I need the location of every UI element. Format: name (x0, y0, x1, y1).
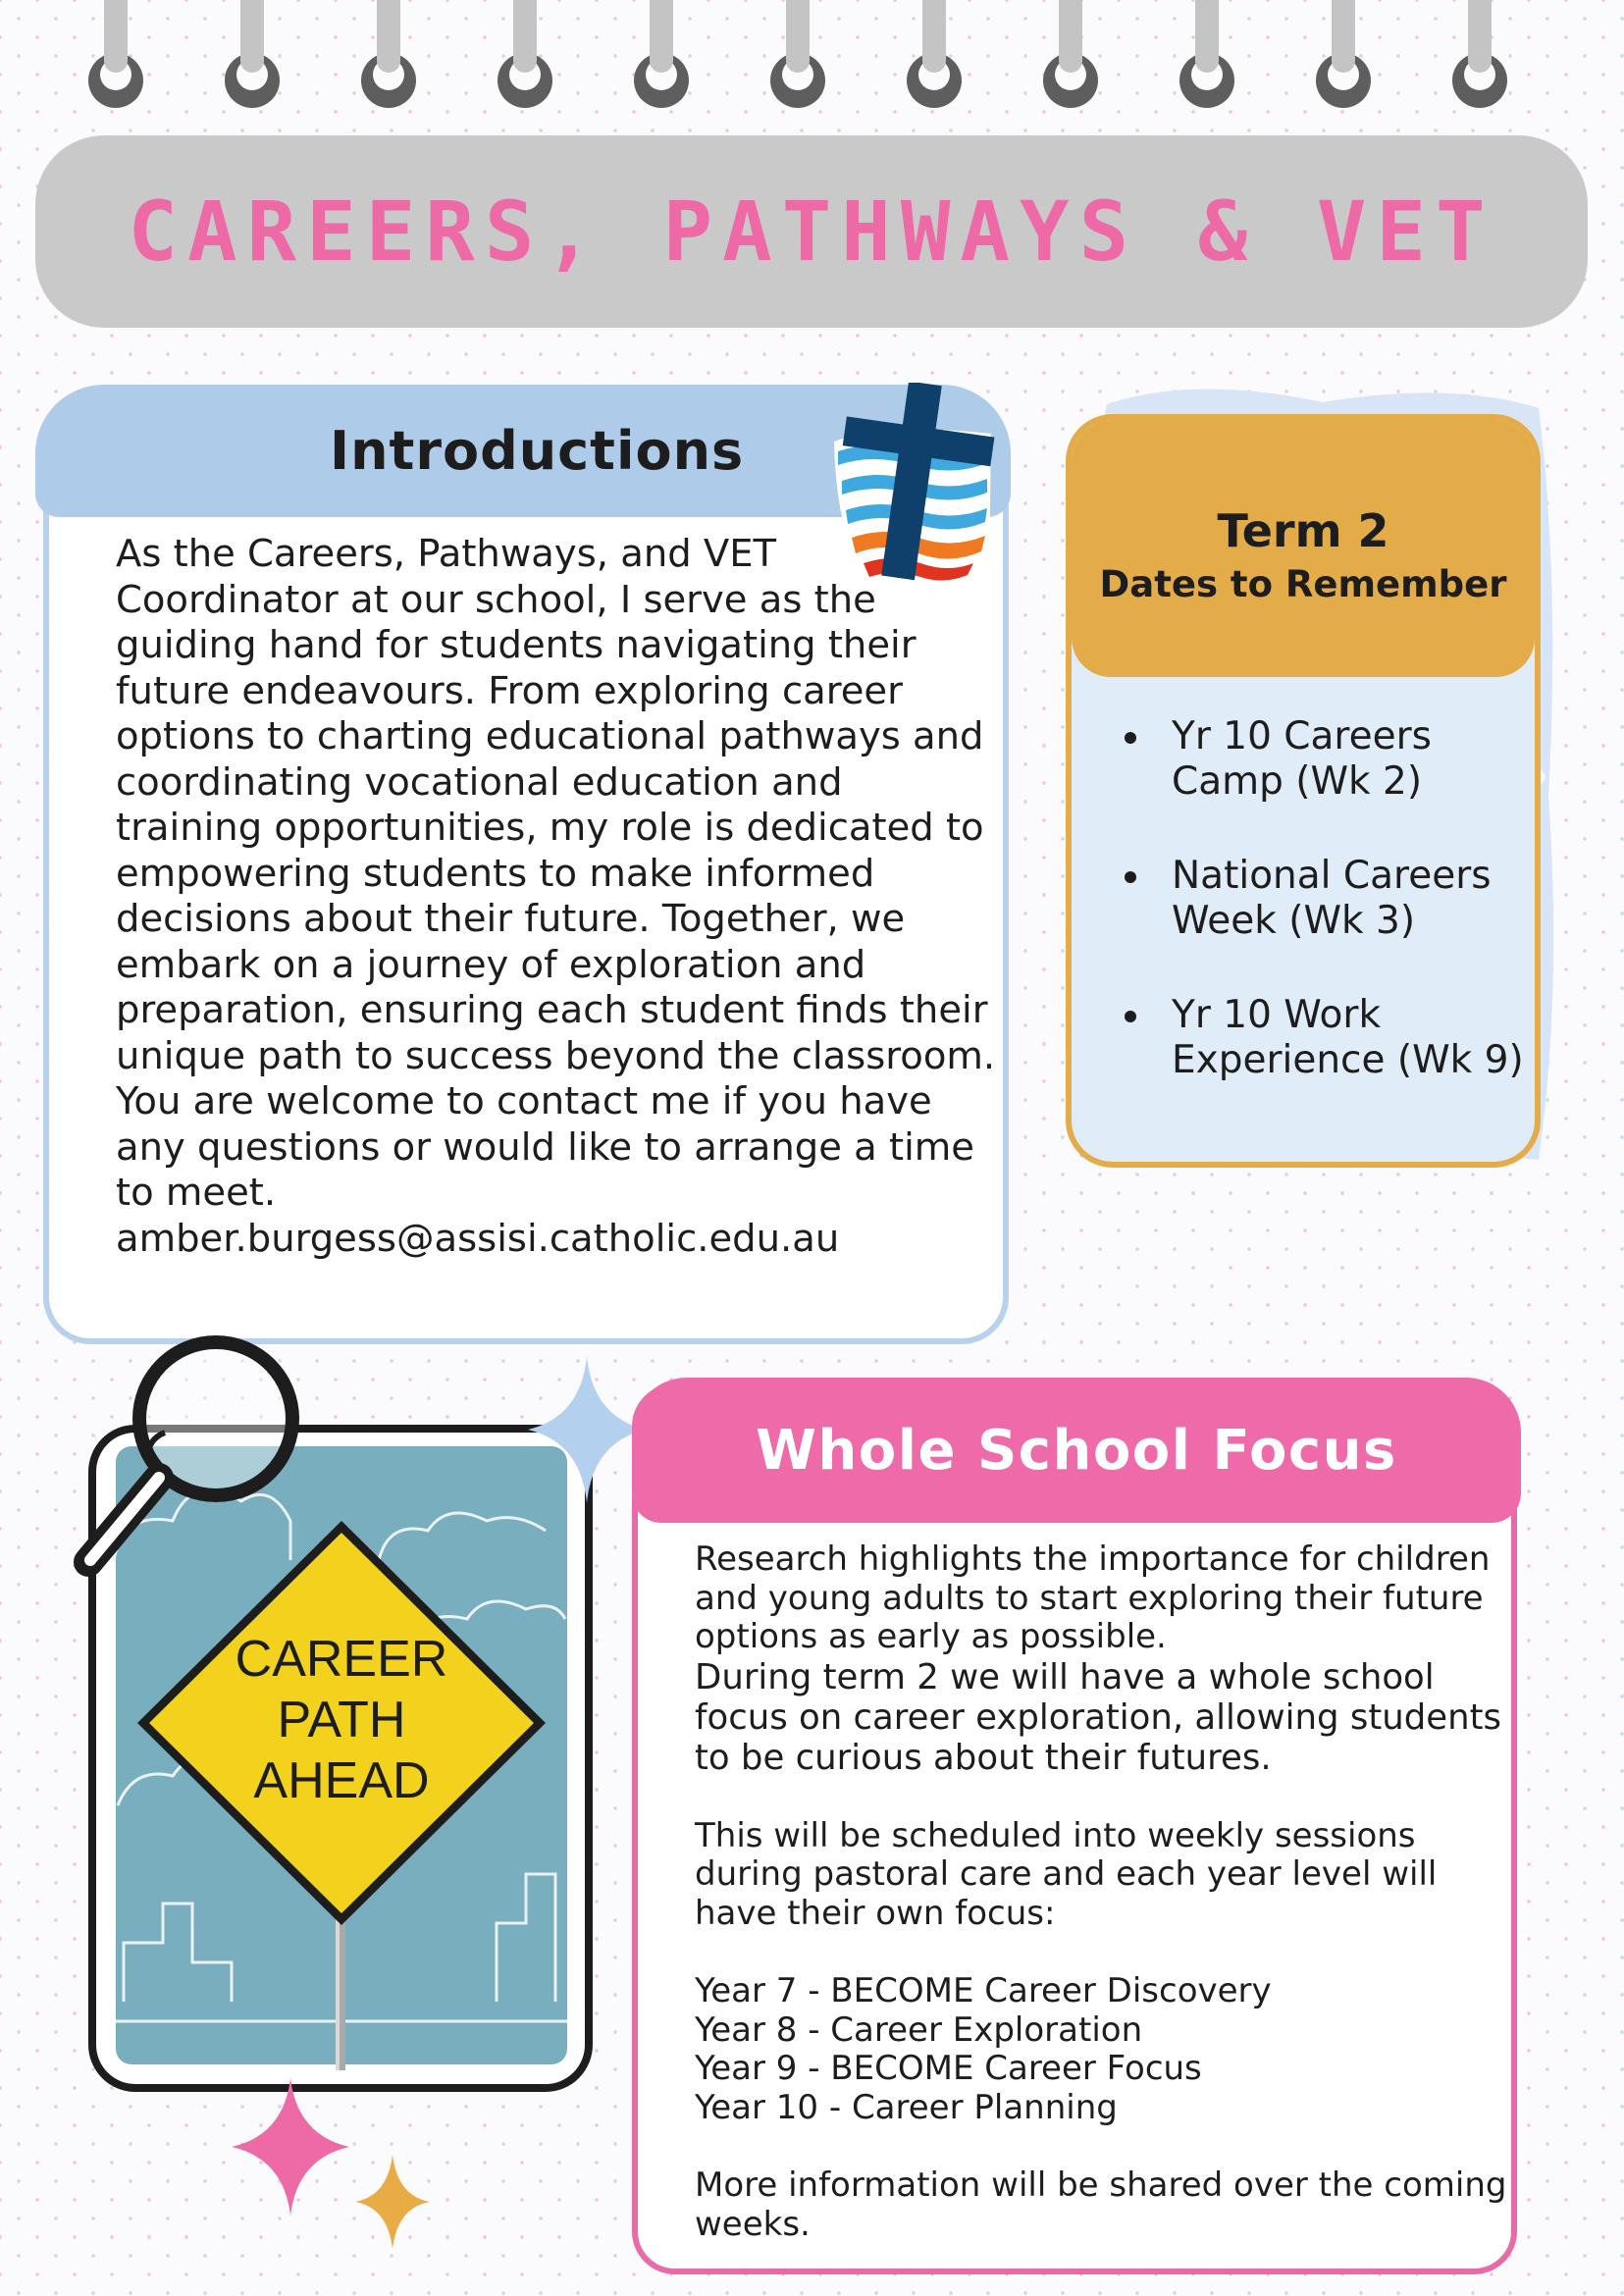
whole-school-focus-body (695, 1540, 1509, 2244)
intro-email-link[interactable]: amber.burgess@assisi.catholic.edu.au (116, 1216, 840, 1261)
focus-paragraph-2: During term 2 we will have a whole school focus on career exploration, allowing students to be curious about their futures. (695, 1656, 1502, 1778)
page-title: CAREERS, PATHWAYS & VET (128, 183, 1495, 280)
whole-school-focus-header (632, 1378, 1521, 1523)
binding-ring (1179, 0, 1234, 110)
focus-closing: More information will be shared over the coming weeks. (695, 2166, 1507, 2244)
binding-ring (1043, 0, 1098, 110)
term-dates-list (1117, 714, 1529, 1132)
binding-ring (770, 0, 825, 110)
term-heading: Term 2 (1217, 504, 1389, 557)
sign-text-line2: PATH (277, 1692, 406, 1748)
term-dates-header (1072, 420, 1535, 677)
pink-sparkle-icon (232, 2078, 349, 2216)
term-dates-card (1066, 414, 1541, 1168)
title-banner (35, 135, 1588, 328)
sign-text-line1: CAREER (235, 1631, 448, 1688)
focus-paragraph-1: Research highlights the importance for children and young adults to start exploring their future options as early as possible. (695, 1539, 1491, 1656)
list-item: Year 9 - BECOME Career Focus (695, 2049, 1202, 2088)
whole-school-focus-heading: Whole School Focus (756, 1418, 1397, 1483)
intro-paragraph: As the Careers, Pathways, and VET Coordinator at our school, I serve as the guiding hand for students navigating their future endeavours. From exploring career options to charting educational pathways and coordinating vocational education and training opportunities, my role is dedicated to empowering students to make informed decisions about their future. Together, we embark on a journey of exploration and preparation, ensuring each student finds their unique path to success beyond the classroom. (116, 532, 996, 1078)
list-item: National Careers Week (Wk 3) (1117, 854, 1529, 944)
magnifying-glass-icon (69, 1331, 324, 1605)
list-item: Year 10 - Career Planning (695, 2087, 1118, 2127)
introductions-heading: Introductions (330, 420, 745, 482)
binding-ring (907, 0, 962, 110)
spiral-binding (0, 0, 1624, 118)
gold-sparkle-icon (355, 2155, 430, 2249)
binding-ring (1452, 0, 1507, 110)
binding-ring (634, 0, 689, 110)
list-item: Year 7 - BECOME Career Discovery (695, 1971, 1272, 2010)
binding-ring (225, 0, 280, 110)
intro-contact: You are welcome to contact me if you have any questions or would like to arrange a time to meet. (116, 1079, 974, 1215)
binding-ring (498, 0, 552, 110)
introductions-body (116, 532, 999, 1262)
list-item: Yr 10 Work Experience (Wk 9) (1117, 993, 1529, 1083)
list-item: Yr 10 Careers Camp (Wk 2) (1117, 714, 1529, 805)
binding-ring (88, 0, 143, 110)
sign-text-line3: AHEAD (253, 1752, 430, 1809)
blue-sparkle-icon (528, 1356, 646, 1503)
focus-paragraph-3: This will be scheduled into weekly sessions during pastoral care and each year level will have their own focus: (695, 1815, 1438, 1933)
binding-ring (361, 0, 416, 110)
term-subheading: Dates to Remember (1099, 563, 1507, 605)
list-item: Year 8 - Career Exploration (695, 2009, 1143, 2050)
binding-ring (1316, 0, 1371, 110)
